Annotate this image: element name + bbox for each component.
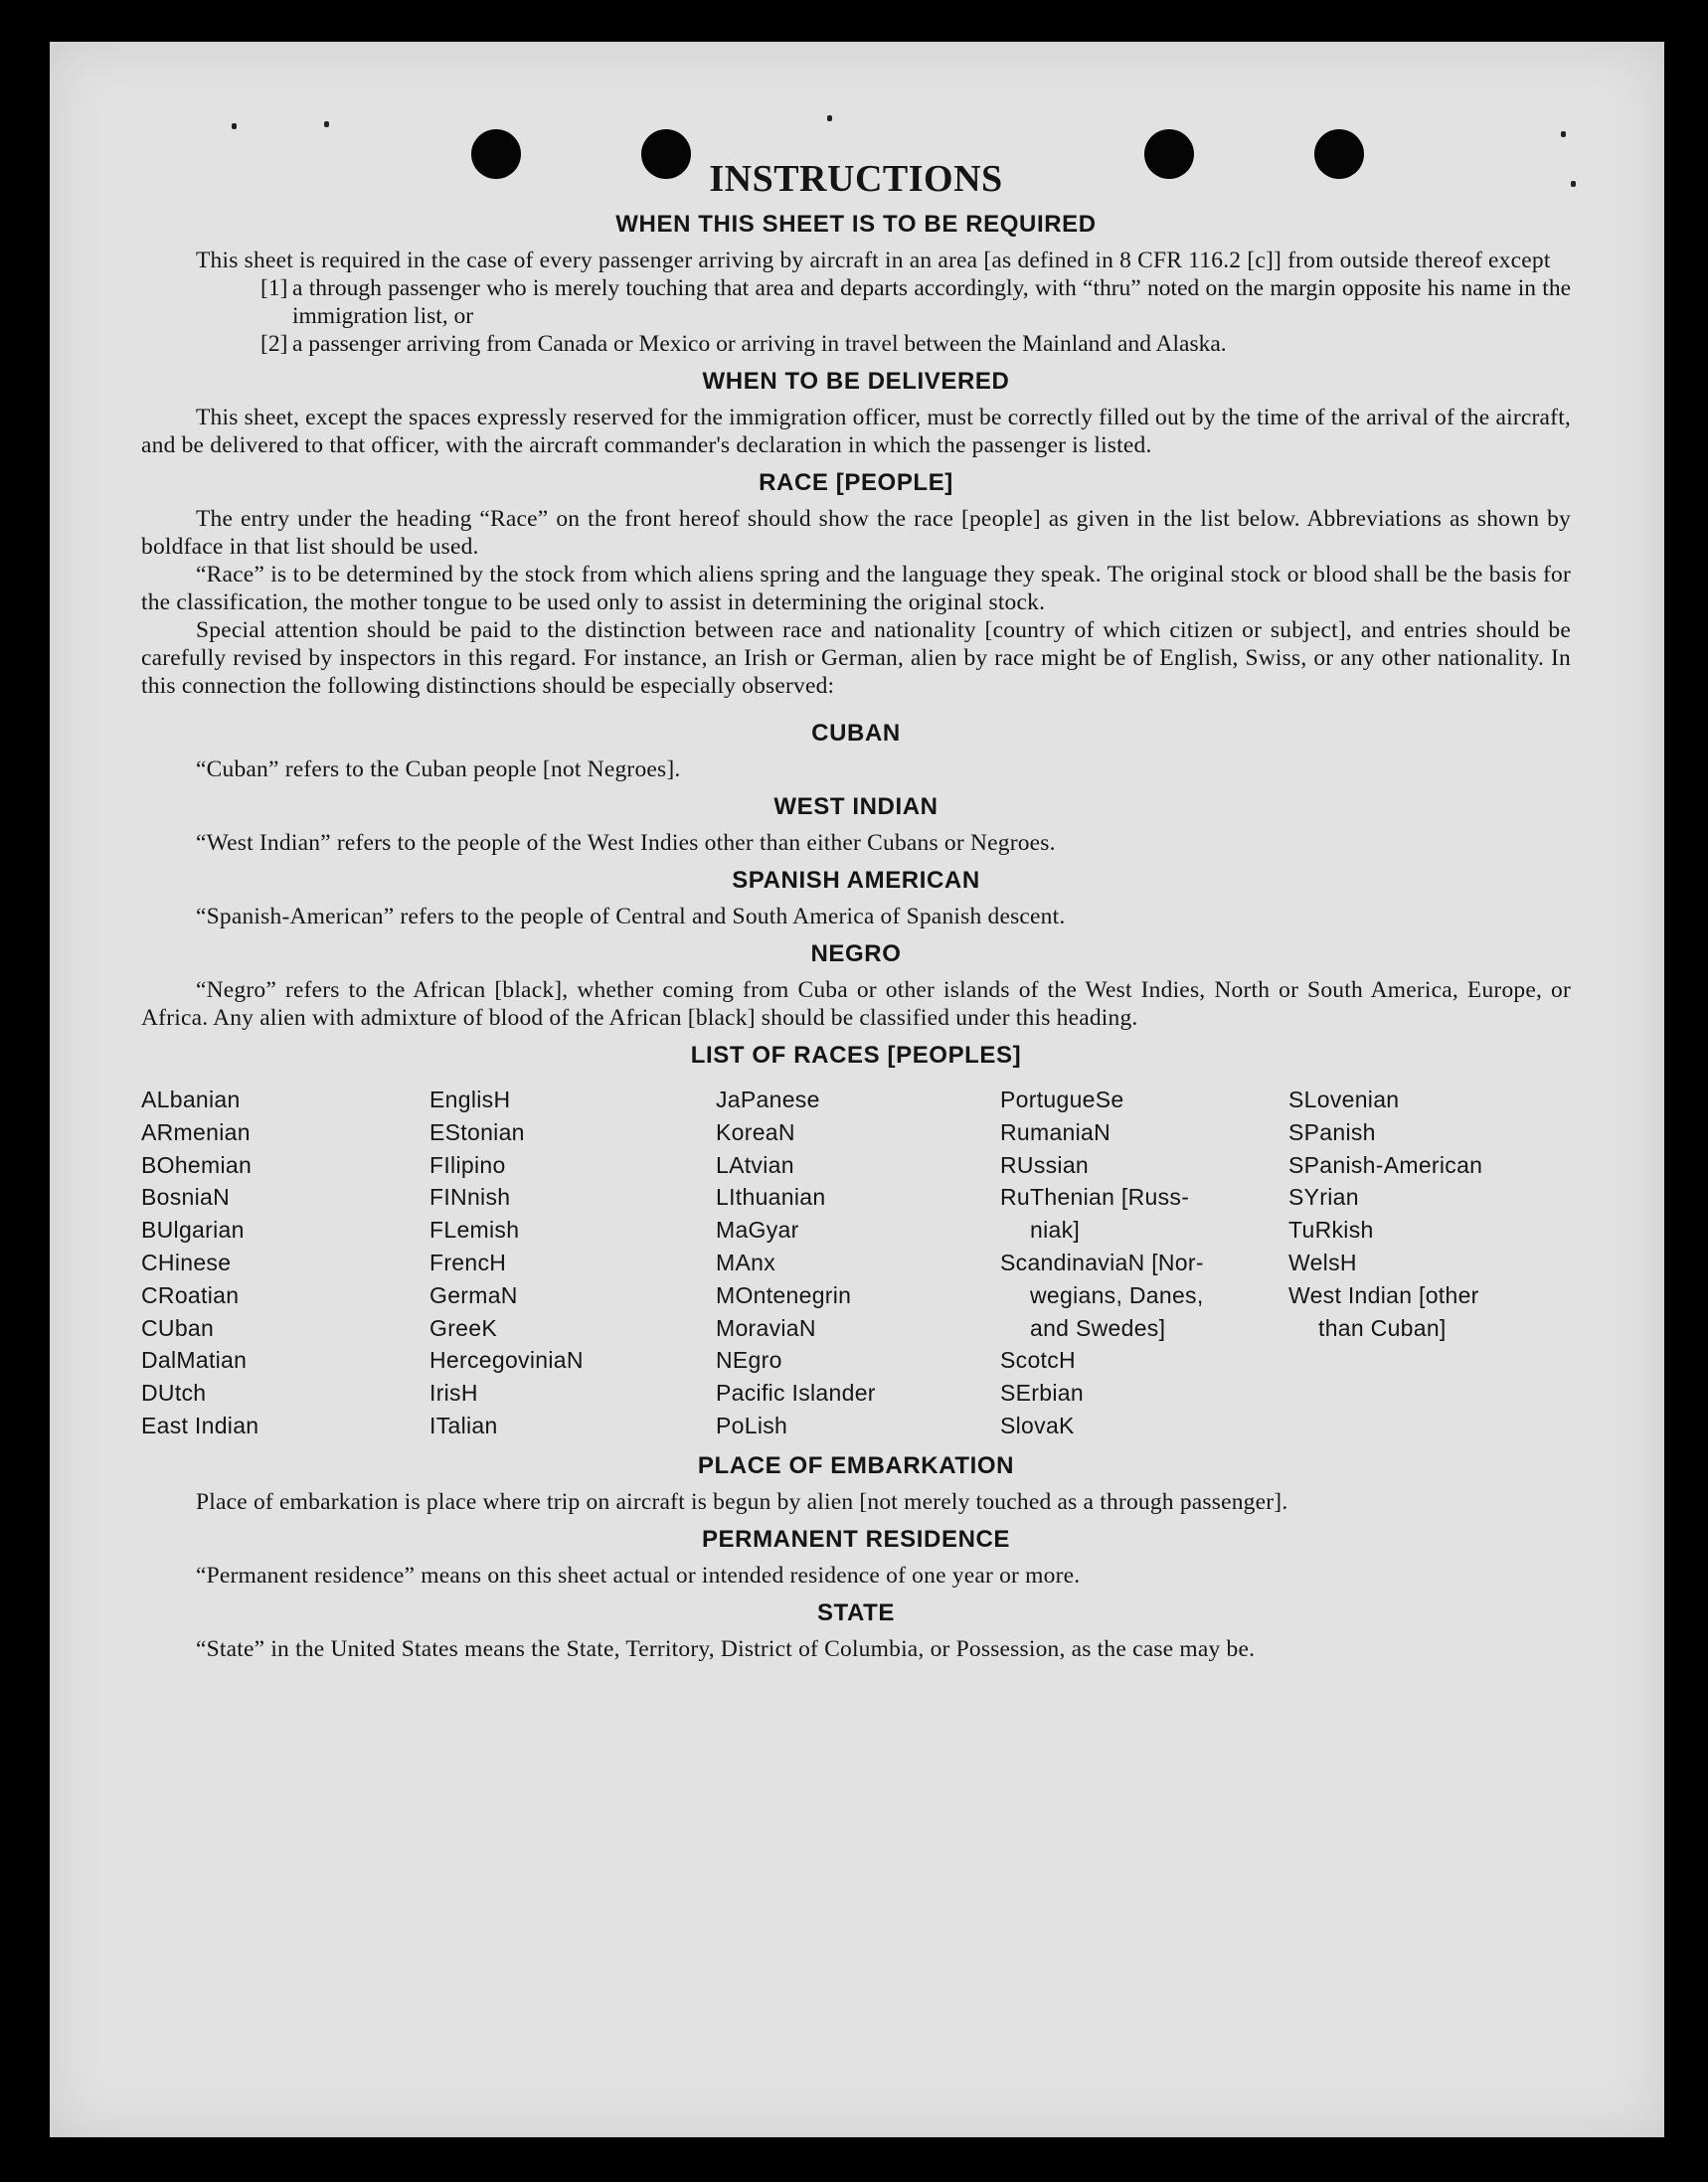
race-item: ALbanian xyxy=(141,1087,241,1112)
race-item: GreeK xyxy=(429,1314,497,1341)
heading-state: STATE xyxy=(816,1598,896,1626)
race-paragraph-2: “Race” is to be determined by the stock from which aliens spring and the language they speak. The original stock or blood shall be the basis for the classification, the mother tongue to be used only to assist in determining the original stock. xyxy=(141,562,1571,615)
race-item: MOntenegrin xyxy=(716,1281,852,1308)
race-item: RuThenian [Russ- xyxy=(1000,1184,1190,1211)
heading-list-of-races: LIST OF RACES [PEOPLES] xyxy=(690,1042,1022,1069)
heading-negro: NEGRO xyxy=(810,940,902,967)
race-item: ARmenian xyxy=(141,1118,251,1145)
residence-text: “Permanent residence” means on this sheet actual or intended residence of one year or more. xyxy=(196,1562,1081,1589)
race-item: BosniaN xyxy=(141,1184,231,1211)
scan-speck xyxy=(324,121,329,127)
race-item: SPanish xyxy=(1288,1118,1376,1145)
race-list xyxy=(141,1084,1571,1442)
race-item: RumaniaN xyxy=(1000,1118,1111,1145)
race-column-4 xyxy=(1000,1084,1288,1442)
race-item: LAtvian xyxy=(716,1151,794,1178)
item-text: a passenger arriving from Canada or Mexico or arriving in travel between the Mainland and Alaska. xyxy=(292,331,1227,357)
heading-permanent-residence: PERMANENT RESIDENCE xyxy=(701,1525,1011,1553)
race-item: KoreaN xyxy=(716,1118,795,1145)
heading-spanish-american: SPANISH AMERICAN xyxy=(732,867,980,894)
west-indian-text: “West Indian” refers to the people of the West Indies other than either Cubans or Negroes. xyxy=(196,830,1056,856)
race-item: HercegoviniaN xyxy=(429,1347,584,1374)
race-item: CHinese xyxy=(141,1249,232,1275)
race-item: PoLish xyxy=(716,1412,788,1438)
race-column-1 xyxy=(141,1084,429,1442)
scan-speck xyxy=(1571,181,1576,187)
race-column-5 xyxy=(1288,1084,1557,1442)
race-item-continuation: wegians, Danes, xyxy=(1030,1281,1204,1308)
race-item: WelsH xyxy=(1288,1249,1357,1275)
race-item: SlovaK xyxy=(1000,1412,1075,1438)
race-column-3 xyxy=(716,1084,1000,1442)
race-item-continuation: and Swedes] xyxy=(1030,1314,1166,1341)
when-delivered-text: This sheet, except the spaces expressly reserved for the immigration officer, must be correctly filled out by the time of the arrival of the aircraft, and be delivered to that officer, with the aircraft commander's declaration in which the passenger is listed. xyxy=(141,405,1571,458)
item-number: [1] xyxy=(260,275,288,301)
race-item: DalMatian xyxy=(141,1347,248,1374)
scan-speck xyxy=(232,123,237,129)
race-item: SPanish-American xyxy=(1288,1151,1483,1178)
exception-item-2 xyxy=(260,330,1571,358)
race-item: West Indian [other xyxy=(1288,1281,1479,1308)
race-item: SYrian xyxy=(1288,1184,1359,1211)
scan-speck xyxy=(827,115,832,121)
embarkation-text: Place of embarkation is place where trip on aircraft is begun by alien [not merely touched as a through passenger]. xyxy=(196,1488,1288,1515)
cuban-text: “Cuban” refers to the Cuban people [not Negroes]. xyxy=(196,756,681,782)
race-item: GermaN xyxy=(429,1281,518,1308)
race-paragraph-1: The entry under the heading “Race” on the front hereof should show the race [people] as given in the list below. Abbreviations as shown by boldface in that list should be used. xyxy=(141,506,1571,560)
heading-cuban: CUBAN xyxy=(811,720,901,747)
race-item: DUtch xyxy=(141,1380,207,1407)
race-item: FLemish xyxy=(429,1217,520,1244)
race-item: MoraviaN xyxy=(716,1314,816,1341)
negro-text: “Negro” refers to the African [black], whether coming from Cuba or other islands of the West Indies, North or South America, Europe, or Africa. Any alien with admixture of blood of the African [black] should be classified under this heading. xyxy=(141,977,1571,1031)
scan-speck xyxy=(1561,131,1566,137)
race-item: EStonian xyxy=(429,1118,525,1145)
document-page xyxy=(50,42,1664,2137)
heading-when-delivered: WHEN TO BE DELIVERED xyxy=(702,368,1010,395)
race-item: TuRkish xyxy=(1288,1217,1374,1244)
race-item: LIthuanian xyxy=(716,1184,826,1211)
heading-embarkation: PLACE OF EMBARKATION xyxy=(697,1451,1015,1479)
spanish-american-text: “Spanish-American” refers to the people of Central and South America of Spanish descent. xyxy=(196,904,1066,929)
exception-item-1 xyxy=(260,274,1571,330)
heading-west-indian: WEST INDIAN xyxy=(773,793,939,820)
race-item: East Indian xyxy=(141,1412,259,1438)
race-item: BOhemian xyxy=(141,1151,253,1178)
instructions-content xyxy=(141,149,1571,1663)
race-item: MAnx xyxy=(716,1249,775,1275)
race-item: PortugueSe xyxy=(1000,1087,1124,1112)
race-item: ScandinaviaN [Nor- xyxy=(1000,1249,1204,1275)
race-paragraph-3: Special attention should be paid to the distinction between race and nationality [country of which citizen or subject], and entries should be carefully revised by inspectors in this regard. For instance, an Irish or German, alien by race might be of English, Swiss, or any other nationality. In this connection the following distinctions should be especially observed: xyxy=(141,617,1571,699)
race-item: ITalian xyxy=(429,1412,498,1438)
race-item: SErbian xyxy=(1000,1380,1084,1407)
race-item: EnglisH xyxy=(429,1087,511,1112)
race-item: FIlipino xyxy=(429,1151,506,1178)
page-title: INSTRUCTIONS xyxy=(709,158,1003,200)
item-number: [2] xyxy=(260,331,288,357)
race-item: BUlgarian xyxy=(141,1217,245,1244)
race-item: RUssian xyxy=(1000,1151,1090,1178)
race-item: NEgro xyxy=(716,1347,782,1374)
heading-when-required: WHEN THIS SHEET IS TO BE REQUIRED xyxy=(615,211,1097,238)
heading-race: RACE [PEOPLE] xyxy=(759,469,953,496)
race-item: SLovenian xyxy=(1288,1087,1400,1112)
race-item: MaGyar xyxy=(716,1217,799,1244)
race-item: IrisH xyxy=(429,1380,478,1407)
race-item-continuation: niak] xyxy=(1030,1217,1081,1244)
item-text: a through passenger who is merely touching that area and departs accordingly, with “thru” noted on the margin opposite his name in the immigration list, or xyxy=(292,275,1571,329)
race-item: Pacific Islander xyxy=(716,1380,876,1407)
when-required-intro: This sheet is required in the case of every passenger arriving by aircraft in an area [as defined in 8 CFR 116.2 [c]] from outside thereof except xyxy=(196,248,1551,273)
state-text: “State” in the United States means the State, Territory, District of Columbia, or Possession, as the case may be. xyxy=(196,1635,1256,1662)
race-item: CRoatian xyxy=(141,1281,240,1308)
race-column-2 xyxy=(429,1084,716,1442)
race-item: JaPanese xyxy=(716,1087,820,1112)
race-item: ScotcH xyxy=(1000,1347,1076,1374)
race-item: FrencH xyxy=(429,1249,507,1275)
race-item: FINnish xyxy=(429,1184,511,1211)
race-item: CUban xyxy=(141,1314,215,1341)
race-item-continuation: than Cuban] xyxy=(1318,1314,1447,1341)
